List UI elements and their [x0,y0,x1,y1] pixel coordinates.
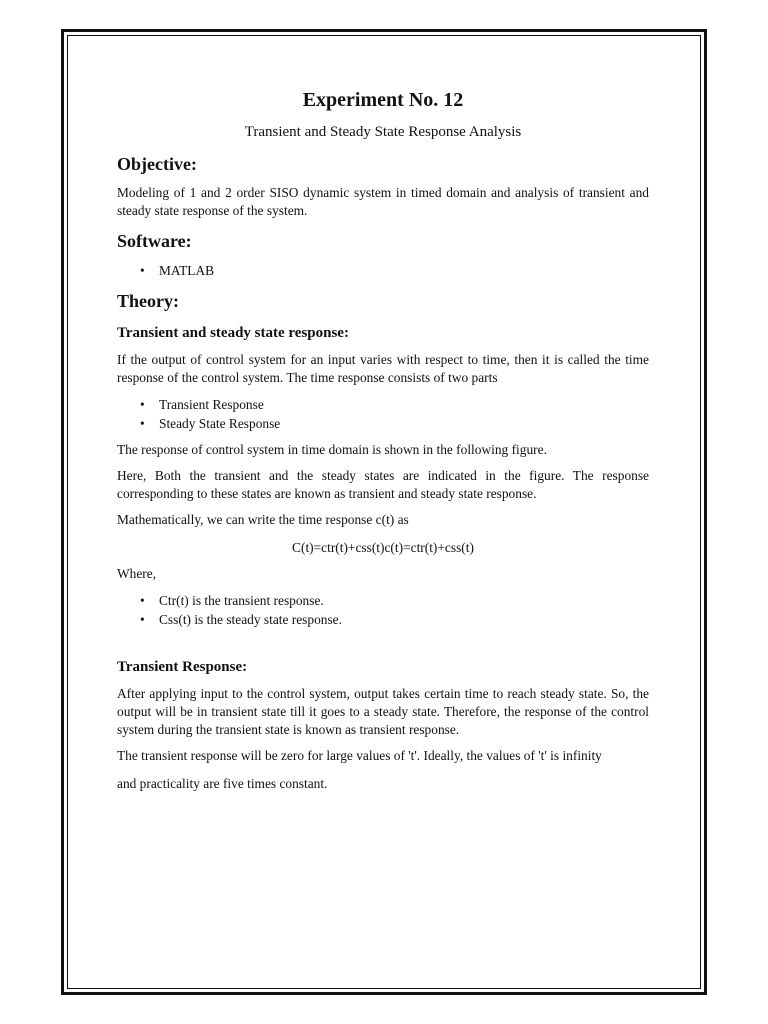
transient-paragraph-3: and practicality are five times constant. [117,776,328,791]
list-item [140,610,649,629]
bullet-icon: • [140,416,145,431]
theory-heading: Theory: [117,291,179,311]
bullet-icon: • [140,612,145,627]
theory-paragraph-4: Mathematically, we can write the time response c(t) as [117,512,409,527]
theory-paragraph-1: If the output of control system for an input varies with respect to time, then it is called the time response of the control system. The time response consists of two parts [117,352,649,385]
transient-paragraph-1: After applying input to the control system, output takes certain time to reach steady state. So, the output will be in transient state till it goes to a steady state. Therefore, the response of the control system during the transient state is known as transient response. [117,686,649,737]
definition: Ctr(t) is the transient response. [159,593,324,608]
response-parts-list [117,395,649,433]
document-subtitle: Transient and Steady State Response Analysis [244,124,522,140]
list-item [140,261,649,280]
bullet-icon: • [140,593,145,608]
transient-response-heading: Transient Response: [117,659,248,675]
list-item [140,395,649,414]
theory-paragraph-3: Here, Both the transient and the steady states are indicated in the figure. The response corresponding to these states are known as transient and steady state response. [117,468,649,501]
where-label: Where, [117,566,157,581]
software-item: MATLAB [159,263,215,278]
software-list [117,261,649,280]
transient-paragraph-2: The transient response will be zero for large values of 't'. Ideally, the values of 't' is infinity [117,748,602,763]
list-item [140,591,649,610]
theory-subheading: Transient and steady state response: [117,325,349,341]
software-heading: Software: [117,231,192,251]
theory-paragraph-2: The response of control system in time domain is shown in the following figure. [117,442,547,457]
objective-text: Modeling of 1 and 2 order SISO dynamic system in timed domain and analysis of transient and steady state response of the system. [117,185,649,218]
objective-heading: Objective: [117,154,197,174]
definition: Css(t) is the steady state response. [159,612,342,627]
response-part: Transient Response [159,397,264,412]
response-part: Steady State Response [159,416,281,431]
bullet-icon: • [140,263,145,278]
definitions-list [117,591,649,629]
document-title: Experiment No. 12 [302,89,464,111]
bullet-icon: • [140,397,145,412]
document-body [117,86,649,793]
list-item [140,414,649,433]
time-response-equation: C(t)=ctr(t)+css(t)c(t)=ctr(t)+css(t) [292,540,474,555]
